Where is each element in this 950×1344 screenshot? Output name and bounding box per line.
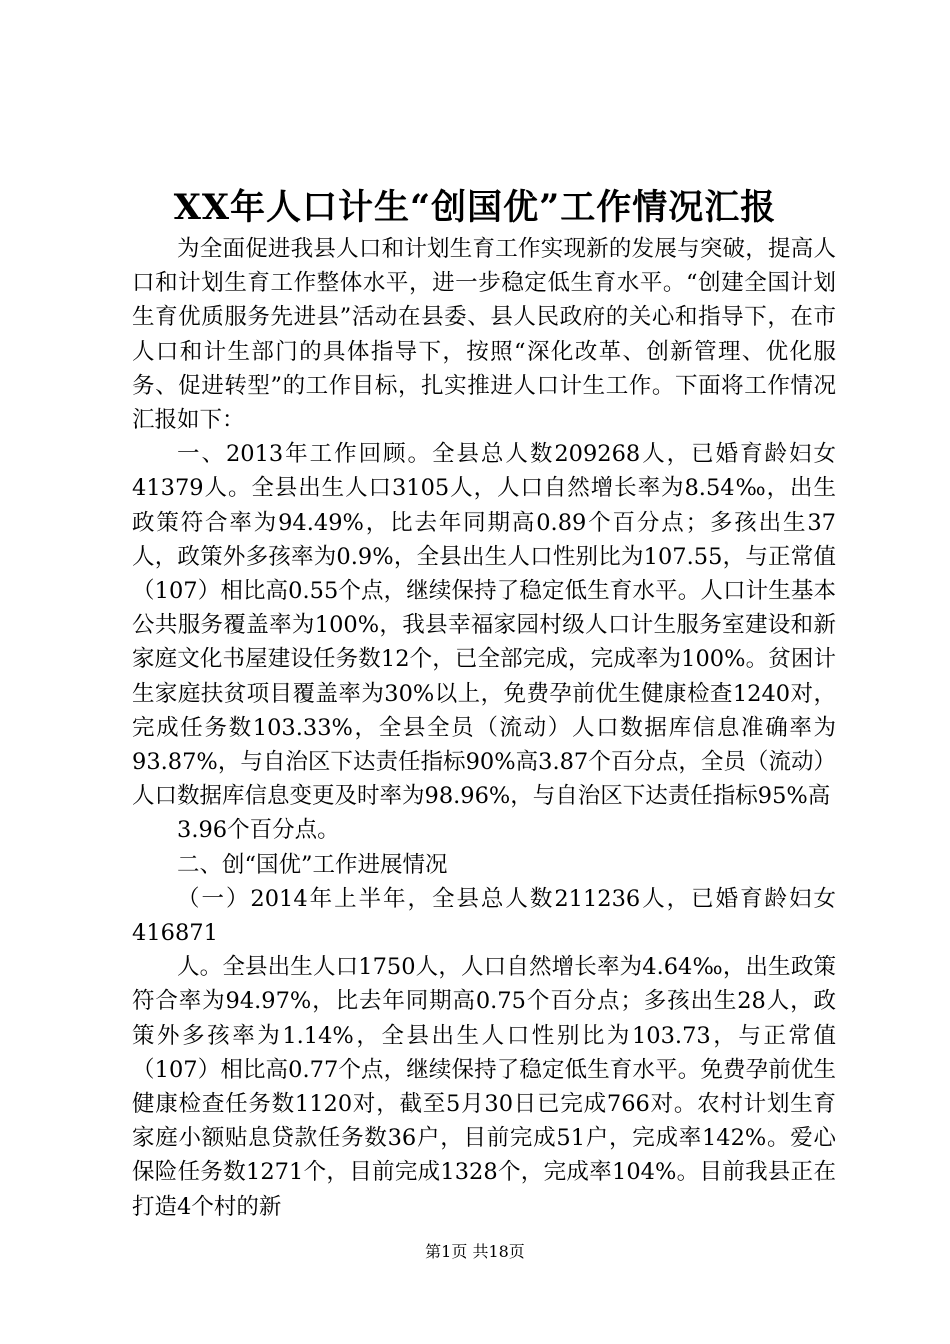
- paragraph-intro: 为全面促进我县人口和计划生育工作实现新的发展与突破，提高人口和计划生育工作整体水平，进一步稳定低生育水平。“创建全国计划生育优质服务先进县”活动在县委、县人民政府的关心和指导下，在市人口和计生部门的具体指导下，按照“深化改革、创新管理、优化服务、促进转型”的工作目标，扎实推进人口计生工作。下面将工作情况汇报如下：: [132, 236, 836, 434]
- document-title: XX年人口计生“创国优”工作情况汇报: [173, 187, 777, 228]
- paragraph-2013-review-continued: 3.96个百分点。: [177, 817, 340, 844]
- document-body: [132, 232, 836, 1224]
- paragraph-2014-first-half-continued: 人。全县出生人口1750人，人口自然增长率为4.64‰，出生政策符合率为94.97%，比去年同期高0.75个百分点；多孩出生28人，政策外多孩率为1.14%，全县出生人口性别比为103.73，与正常值（107）相比高0.77个点，继续保持了稳定低生育水平。免费孕前优生健康检查任务数1120对，截至5月30日已完成766对。农村计划生育家庭小额贴息贷款任务数36户，目前完成51户，完成率142%。爱心保险任务数1271个，目前完成1328个，完成率104%。目前我县正在打造4个村的新: [132, 954, 836, 1220]
- paragraph-2013-review: 一、2013年工作回顾。全县总人数209268人，已婚育龄妇女41379人。全县出生人口3105人，人口自然增长率为8.54‰，出生政策符合率为94.49%，比去年同期高0.89个百分点；多孩出生37人，政策外多孩率为0.9%，全县出生人口性别比为107.55，与正常值（107）相比高0.55个点，继续保持了稳定低生育水平。人口计生基本公共服务覆盖率为100%，我县幸福家园村级人口计生服务室建设和新家庭文化书屋建设任务数12个，已全部完成，完成率为100%。贫困计生家庭扶贫项目覆盖率为30%以上，免费孕前优生健康检查1240对，完成任务数103.33%，全县全员（流动）人口数据库信息准确率为93.87%，与自治区下达责任指标90%高3.87个百分点，全员（流动）人口数据库信息变更及时率为98.96%，与自治区下达责任指标95%高: [132, 441, 836, 810]
- paragraph-2014-first-half: （一）2014年上半年，全县总人数211236人，已婚育龄妇女416871: [132, 885, 836, 947]
- page-number-footer: 第1页 共18页: [425, 1242, 525, 1261]
- section-heading-progress: 二、创“国优”工作进展情况: [177, 851, 448, 878]
